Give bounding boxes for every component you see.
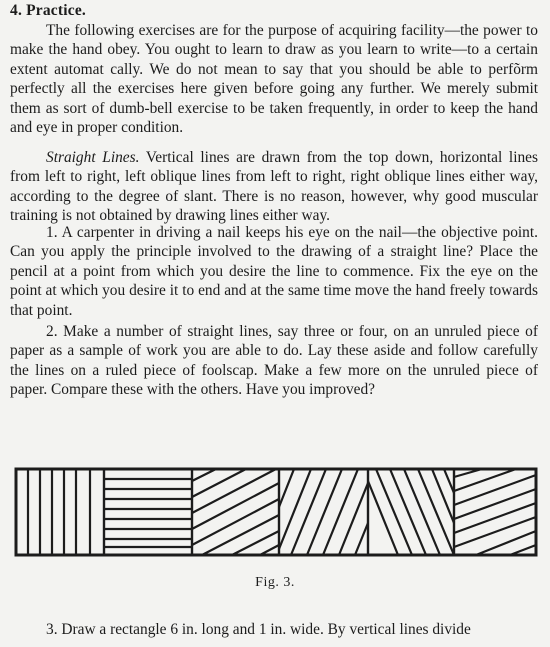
straight-lines-paragraph: [10, 148, 538, 226]
intro-paragraph: The following exercises are for the purpose of acquiring facility—the power to make the hand obey. You ought to learn to draw as you learn to write—to a certain extent automat cally. We do not mean to say that you should be able to perfõrm perfectly all the exercises here given before going any further. We merely submit them as sort of dumb-bell exercise to be taken frequently, in order to keep the hand and eye in proper condition.: [10, 22, 538, 137]
straight-lines-label: Straight Lines.: [46, 149, 140, 166]
straight-lines-text: Vertical lines are drawn from the top down, horizontal lines from left to right, left oblique lines from left to right, right oblique lines either way, according to the degree of slant. There is no reason, however, why good muscular training is not obtained by drawing lines either way.: [10, 149, 538, 225]
figure-3-line-exercise: [14, 467, 538, 559]
section-heading: 4. Practice.: [10, 2, 86, 19]
exercise-2-paragraph: 2. Make a number of straight lines, say three or four, on an unruled piece of paper as a sample of work you are able to do. Lay these aside and follow carefully the lines on a ruled piece of foolscap. Make a few more on the unruled piece of paper. Compare these with the others. Have you improved?: [10, 323, 538, 399]
exercise-3-partial: 3. Draw a rectangle 6 in. long and 1 in. wide. By vertical lines divide: [46, 621, 471, 638]
exercise-1-paragraph: 1. A carpenter in driving a nail keeps his eye on the nail—the objective point. Can you apply the principle involved to the drawing of a straight line? Place the pencil at a point from which you desire the line to commence. Fix the eye on the point at which you desire it to end and at the same time move the hand freely towards that point.: [10, 224, 538, 319]
figure-caption: Fig. 3.: [255, 575, 295, 590]
